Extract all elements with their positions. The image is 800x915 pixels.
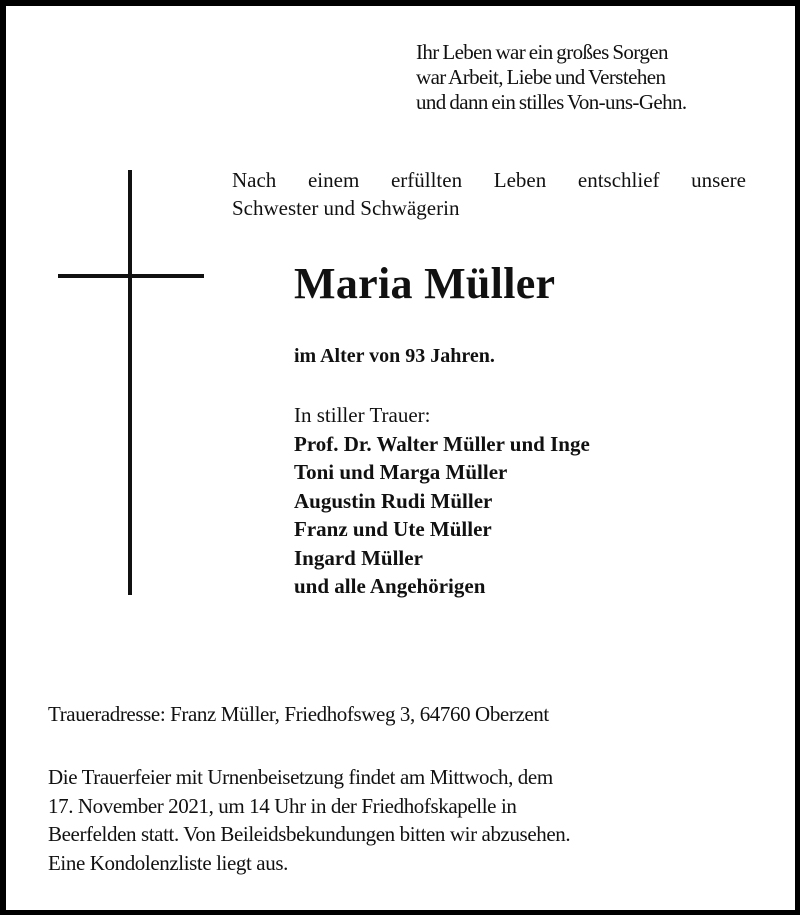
funeral-details-line: Die Trauerfeier mit Urnenbeisetzung findet am Mittwoch, dem bbox=[48, 765, 553, 789]
funeral-details-line: Beerfelden statt. Von Beileidsbekundungen bitten wir abzusehen. bbox=[48, 822, 571, 846]
mourner-name: Ingard Müller bbox=[294, 545, 423, 570]
poem-line: war Arbeit, Liebe und Verstehen bbox=[416, 65, 666, 89]
funeral-details-line: Eine Kondolenzliste liegt aus. bbox=[48, 850, 288, 875]
poem-line: und dann ein stilles Von-uns-Gehn. bbox=[416, 90, 687, 114]
mourner-name: Franz und Ute Müller bbox=[294, 517, 492, 541]
mourners-heading: In stiller Trauer: bbox=[294, 403, 431, 427]
mourners-list bbox=[294, 401, 590, 601]
funeral-details bbox=[48, 763, 570, 877]
obituary-notice bbox=[6, 6, 795, 910]
intro-line: Schwester und Schwägerin bbox=[232, 196, 460, 220]
deceased-age: im Alter von 93 Jahren. bbox=[294, 345, 495, 367]
mourner-name: Toni und Marga Müller bbox=[294, 460, 508, 484]
mourner-name: Augustin Rudi Müller bbox=[294, 488, 493, 513]
intro-line: Nach einem erfüllten Leben entschlief unsere bbox=[232, 168, 746, 192]
deceased-name: Maria Müller bbox=[294, 259, 556, 308]
memorial-poem bbox=[416, 40, 687, 115]
poem-line: Ihr Leben war ein großes Sorgen bbox=[416, 40, 668, 64]
mourner-name: Prof. Dr. Walter Müller und Inge bbox=[294, 431, 590, 456]
mourning-address: Traueradresse: Franz Müller, Friedhofsweg 3, 64760 Oberzent bbox=[48, 702, 549, 726]
intro-text bbox=[232, 166, 746, 222]
cross-horizontal-bar bbox=[58, 274, 204, 278]
cross-vertical-bar bbox=[128, 170, 132, 595]
mourner-name: und alle Angehörigen bbox=[294, 574, 486, 598]
funeral-details-line: 17. November 2021, um 14 Uhr in der Friedhofskapelle in bbox=[48, 793, 517, 818]
